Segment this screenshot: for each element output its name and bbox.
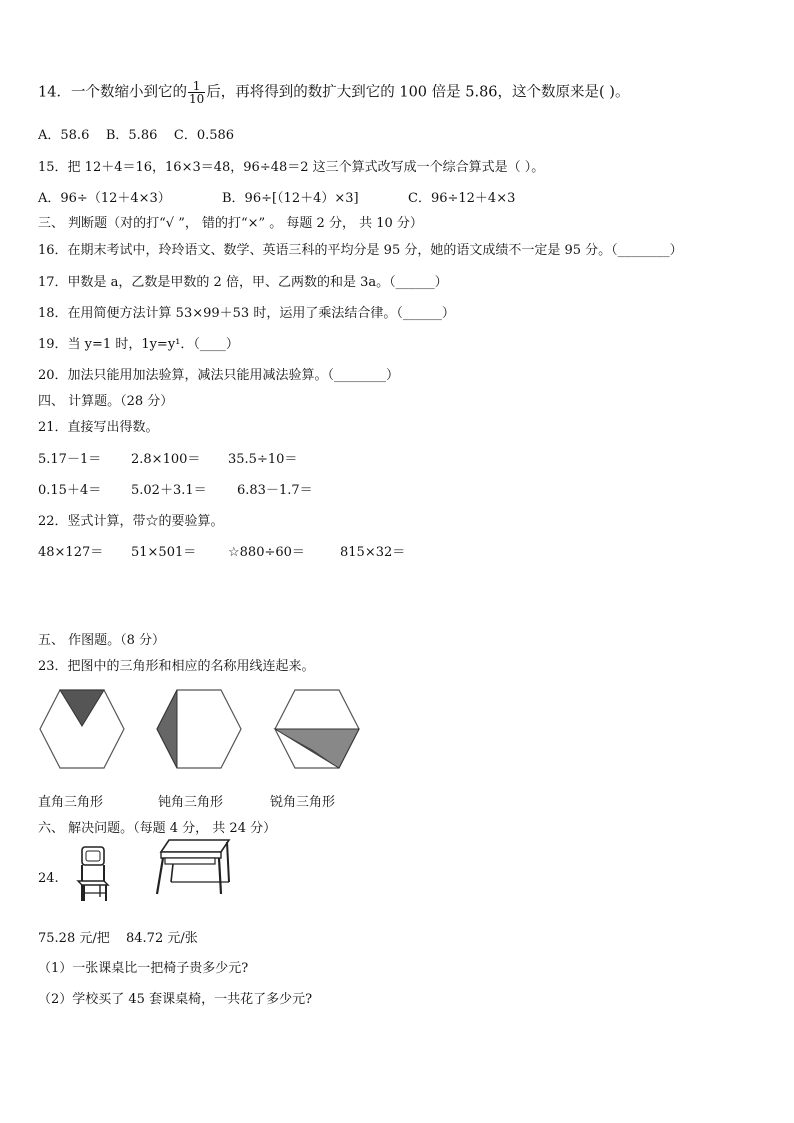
q14-options: A．58.6 B．5.86 C．0.586 [38,128,235,143]
desk-price: 84.72 元/张 [126,931,198,946]
fraction [188,80,205,105]
calc-item: 35.5÷10＝ [228,452,298,467]
question-20: 20．加法只能用加法验算，减法只能用减法验算。（________） [38,368,400,383]
chair-icon [72,845,112,905]
question-21: 21．直接写出得数。 [38,420,159,435]
calc-item: ☆880÷60＝ [228,545,305,560]
fraction-denominator: 10 [188,92,205,106]
triangle-label-right: 直角三角形 [38,795,104,810]
question-14 [38,80,629,105]
shaded-triangle-2 [157,690,177,768]
question-24-sub-2: （2）学校买了 45 套课桌椅，一共花了多少元? [38,992,313,1007]
calc-item: 6.83－1.7＝ [237,483,313,498]
question-19: 19．当 y=1 时，1y=y¹．（____） [38,337,239,352]
question-17: 17．甲数是 a，乙数是甲数的 2 倍，甲、乙两数的和是 3a。（______） [38,275,448,290]
hexagon-figure-3 [273,690,363,770]
calc-item: 2.8×100＝ [131,452,201,467]
calc-item: 0.15＋4＝ [38,483,102,498]
section-5-heading: 五、 作图题。（8 分） [38,633,166,648]
question-15: 15．把 12＋4＝16，16×3＝48，96÷48＝2 这三个算式改写成一个综合算式是（ ）。 [38,160,545,175]
question-23: 23．把图中的三角形和相应的名称用线连起来。 [38,659,315,674]
calc-item: 5.02＋3.1＝ [131,483,207,498]
section-4-heading: 四、 计算题。（28 分） [38,394,174,409]
hexagon-figure-1 [38,690,128,770]
question-24-sub-1: （1）一张课桌比一把椅子贵多少元? [38,961,249,976]
calc-item: 51×501＝ [131,545,197,560]
triangle-label-obtuse: 钝角三角形 [158,795,224,810]
q15-option-a: A．96÷（12＋4×3） [38,191,171,206]
question-24-number: 24. [38,871,59,886]
calc-item: 5.17－1＝ [38,452,102,467]
question-22: 22．竖式计算，带☆的要验算。 [38,514,224,529]
q14-suffix: 后，再将得到的数扩大到它的 100 倍是 5.86，这个数原来是( )。 [206,84,630,101]
triangle-label-acute: 锐角三角形 [270,795,336,810]
hexagon-figure-2 [155,690,245,770]
q15-option-c: C．96÷12＋4×3 [408,191,516,206]
fraction-numerator: 1 [188,80,205,93]
desk-icon [155,838,235,898]
calc-item: 815×32＝ [340,545,406,560]
q15-option-b: B．96÷[（12＋4）×3] [222,191,359,206]
chair-price: 75.28 元/把 [38,931,110,946]
question-16: 16．在期末考试中，玲玲语文、数学、英语三科的平均分是 95 分，她的语文成绩不一定是 95 分。（________） [38,243,683,258]
section-3-heading: 三、 判断题（对的打“√ ”， 错的打“×” 。 每题 2 分， 共 10 分） [38,216,423,231]
calc-item: 48×127＝ [38,545,104,560]
question-18: 18．在用简便方法计算 53×99＋53 时，运用了乘法结合律。（______） [38,306,455,321]
section-6-heading: 六、 解决问题。（每题 4 分， 共 24 分） [38,821,277,836]
q14-prefix: 14．一个数缩小到它的 [38,84,187,101]
